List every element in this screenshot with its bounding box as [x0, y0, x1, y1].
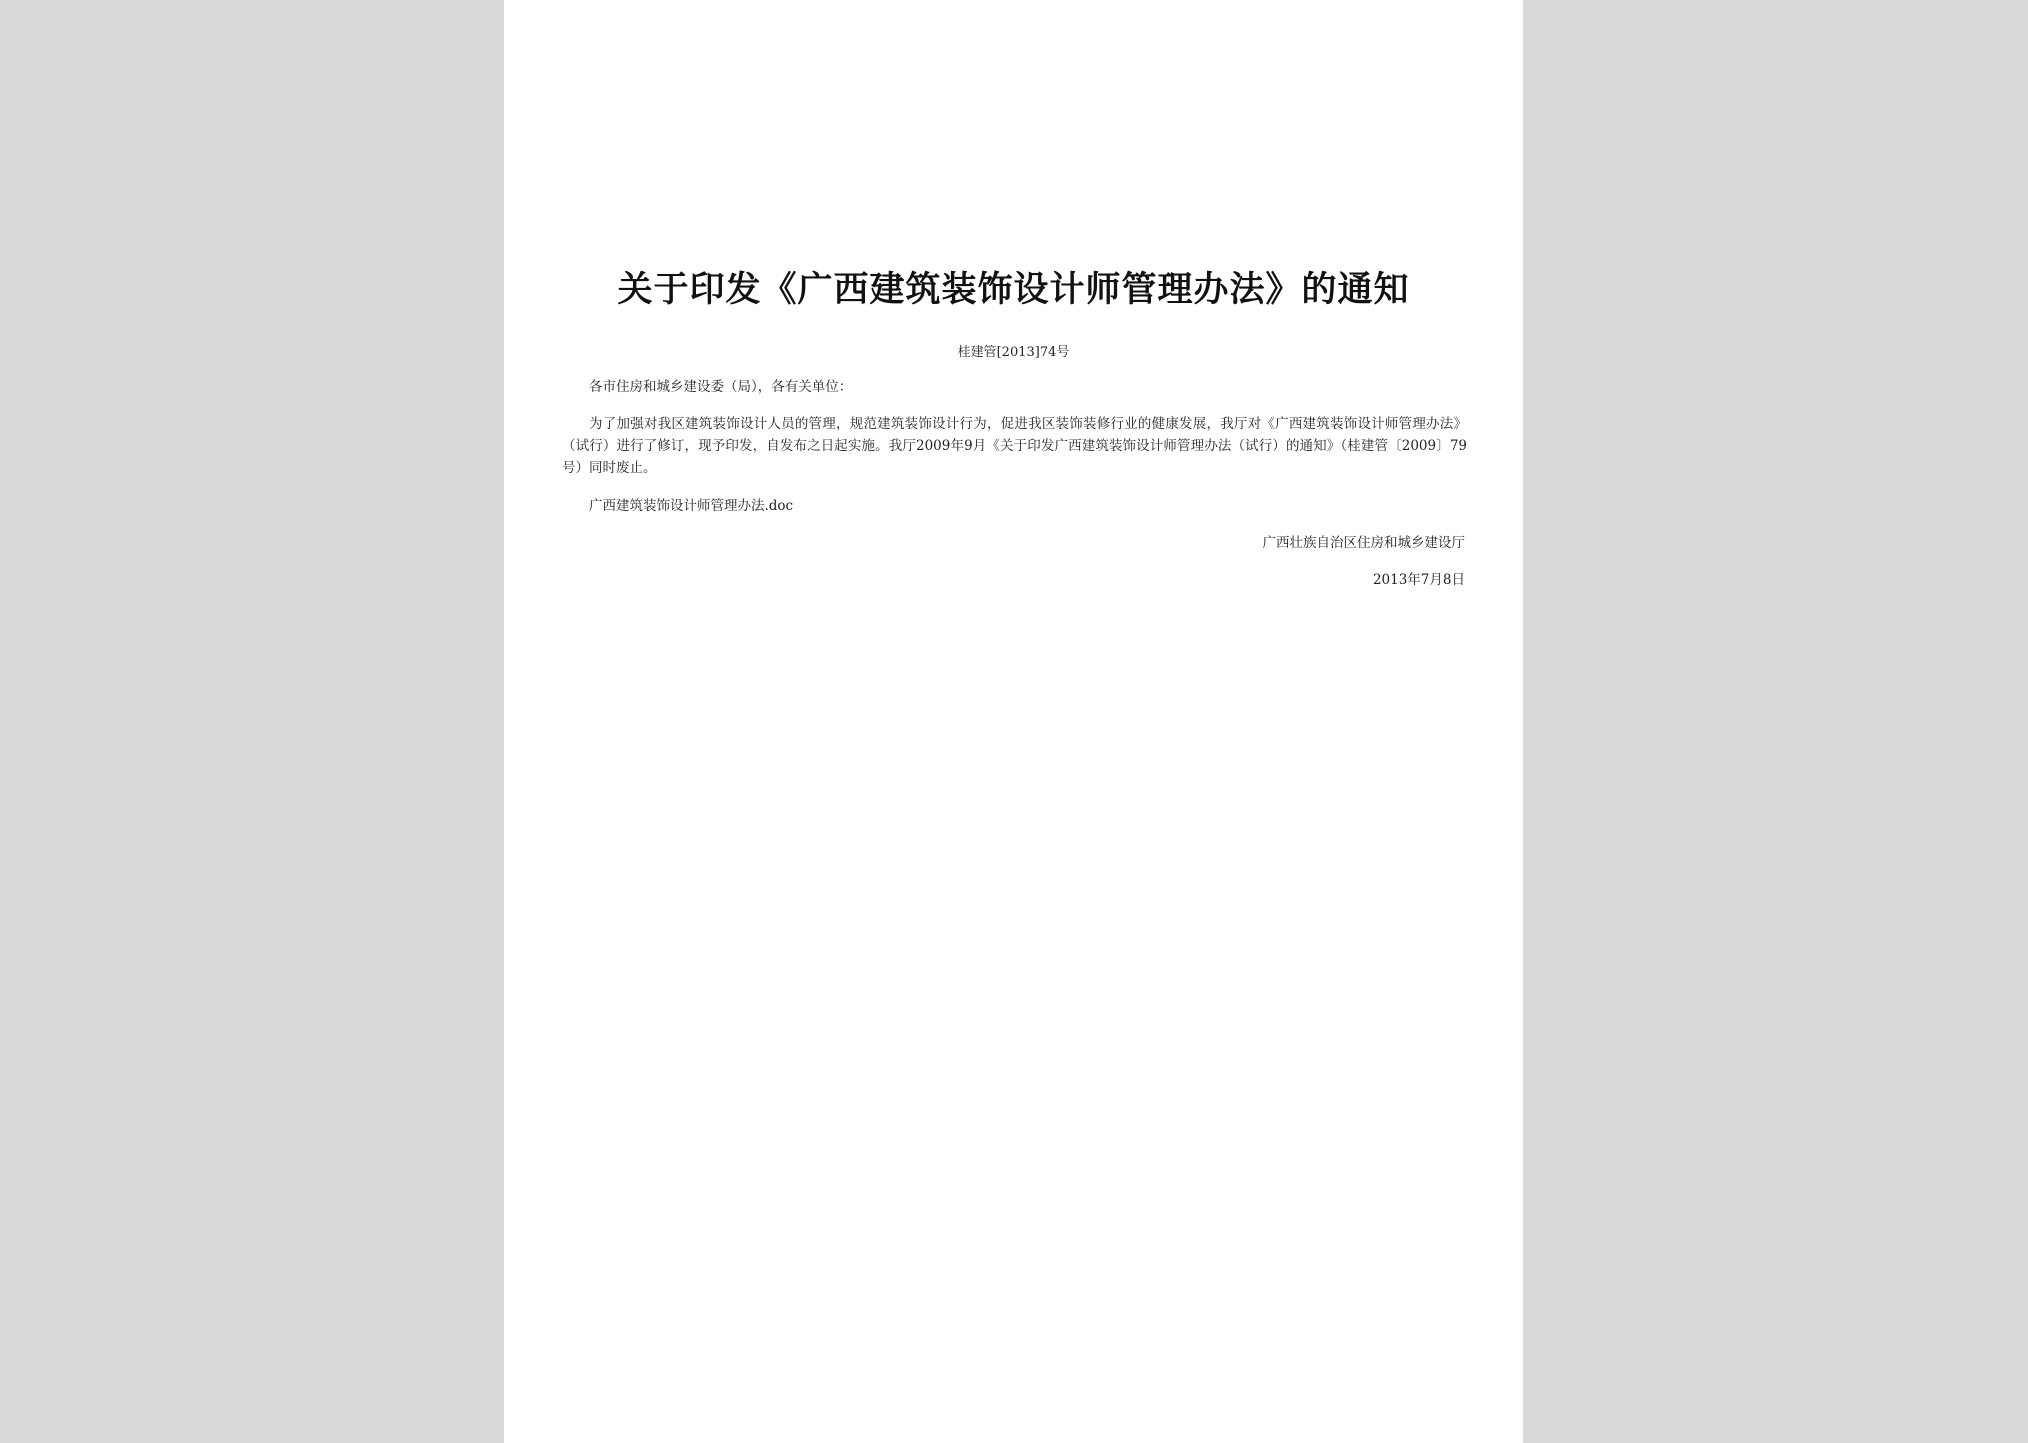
- salutation: 各市住房和城乡建设委（局），各有关单位：: [589, 379, 853, 395]
- attachment-link[interactable]: 广西建筑装饰设计师管理办法.doc: [589, 498, 794, 514]
- document-number: 桂建管[2013]74号: [957, 345, 1070, 360]
- issuing-authority: 广西壮族自治区住房和城乡建设厅: [1262, 535, 1465, 551]
- document-title: 关于印发《广西建筑装饰设计师管理办法》的通知: [617, 270, 1410, 310]
- document-page: [504, 0, 1523, 1443]
- body-paragraph: 为了加强对我区建筑装饰设计人员的管理，规范建筑装饰设计行为，促进我区装饰装修行业的健康发展，我厅对《广西建筑装饰设计师管理办法》（试行）进行了修订，现予印发，自发布之日起实施。我厅2009年9月《关于印发广西建筑装饰设计师管理办法（试行）的通知》（桂建管〔2009〕79号）同时废止。: [562, 416, 1467, 476]
- issue-date: 2013年7月8日: [1372, 572, 1465, 588]
